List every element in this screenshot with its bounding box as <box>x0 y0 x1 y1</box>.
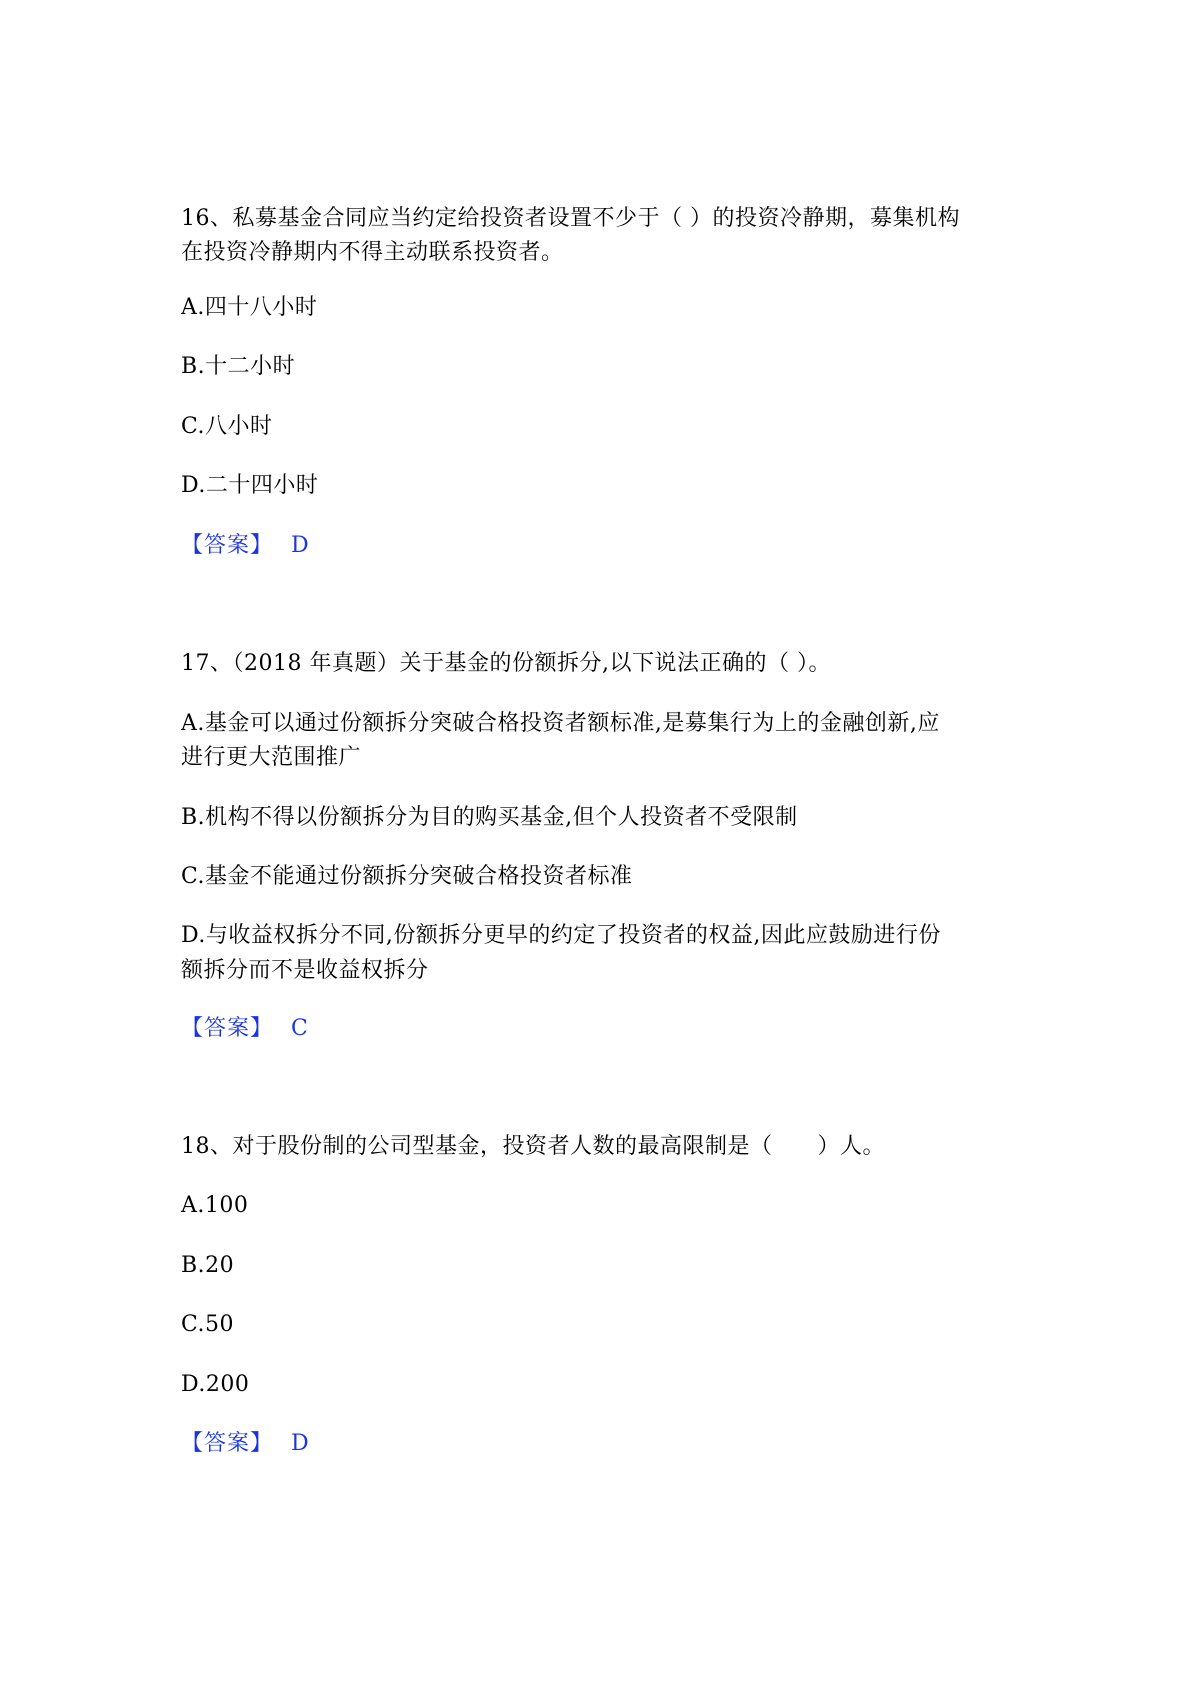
answer-label: 【答案】 <box>181 1016 274 1041</box>
answer-label: 【答案】 <box>181 1431 274 1456</box>
question-17-option-a-line-1: A.基金可以通过份额拆分突破合格投资者额标准,是募集行为上的金融创新,应 <box>181 711 940 736</box>
answer-label: 【答案】 <box>181 533 274 558</box>
question-16-option-a: A.四十八小时 <box>181 295 318 320</box>
question-17-option-a-line-2: 进行更大范围推广 <box>181 745 362 770</box>
question-18-answer <box>181 1428 309 1460</box>
question-16-answer <box>181 530 309 562</box>
question-18-option-c: C.50 <box>181 1312 235 1337</box>
question-18-option-b: B.20 <box>181 1253 235 1278</box>
question-17-answer <box>181 1013 308 1045</box>
answer-value: D <box>291 1431 310 1456</box>
question-16-stem-line-2: 在投资冷静期内不得主动联系投资者。 <box>181 240 564 265</box>
question-16-option-c: C.八小时 <box>181 414 273 439</box>
question-17-option-b: B.机构不得以份额拆分为目的购买基金,但个人投资者不受限制 <box>181 805 798 830</box>
question-16-option-b: B.十二小时 <box>181 354 296 379</box>
question-17-option-d-line-1: D.与收益权拆分不同,份额拆分更早的约定了投资者的权益,因此应鼓励进行份 <box>181 923 941 948</box>
question-16-option-d: D.二十四小时 <box>181 473 319 498</box>
answer-value: D <box>291 533 310 558</box>
question-18-option-a: A.100 <box>181 1193 249 1218</box>
question-17-option-c: C.基金不能通过份额拆分突破合格投资者标准 <box>181 864 633 889</box>
answer-value: C <box>291 1016 309 1041</box>
question-17-option-d-line-2: 额拆分而不是收益权拆分 <box>181 958 429 983</box>
question-16-stem-line-1: 16、私募基金合同应当约定给投资者设置不少于（ ）的投资冷静期，募集机构 <box>181 206 960 231</box>
question-18-stem-line-1: 18、对于股份制的公司型基金，投资者人数的最高限制是（ ）人。 <box>181 1134 885 1159</box>
question-18-option-d: D.200 <box>181 1372 250 1397</box>
question-17-stem-line-1: 17、（2018 年真题）关于基金的份额拆分,以下说法正确的（ ）。 <box>181 651 831 676</box>
